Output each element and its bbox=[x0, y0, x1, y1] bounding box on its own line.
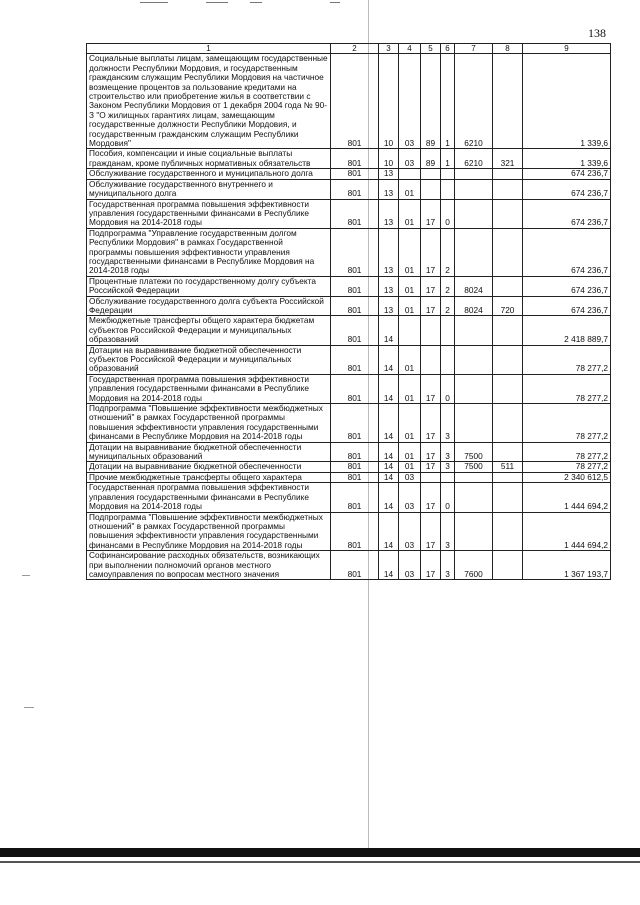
cell-c3: 14 bbox=[379, 483, 399, 512]
cell-c2: 801 bbox=[331, 228, 379, 276]
cell-c7 bbox=[455, 316, 493, 345]
expense-name-cell: Процентные платежи по государственному долгу субъекта Российской Федерации bbox=[87, 276, 331, 296]
cell-c7: 8024 bbox=[455, 296, 493, 316]
cell-c8: 720 bbox=[493, 296, 523, 316]
cell-c2: 801 bbox=[331, 472, 379, 482]
cell-c5: 17 bbox=[421, 551, 441, 580]
cell-c7 bbox=[455, 512, 493, 551]
scan-artifact bbox=[206, 2, 228, 3]
column-header-1: 1 bbox=[87, 44, 331, 54]
cell-c5 bbox=[421, 472, 441, 482]
cell-c8 bbox=[493, 199, 523, 228]
cell-c6 bbox=[441, 169, 455, 179]
cell-c4 bbox=[399, 169, 421, 179]
cell-c3: 13 bbox=[379, 199, 399, 228]
cell-c3: 14 bbox=[379, 512, 399, 551]
cell-c5: 17 bbox=[421, 374, 441, 403]
cell-c2: 801 bbox=[331, 276, 379, 296]
column-header-2: 2 bbox=[331, 44, 379, 54]
cell-c9: 674 236,7 bbox=[523, 179, 611, 199]
expense-name-cell: Пособия, компенсации и иные социальные выплаты гражданам, кроме публичных нормативных обязательств bbox=[87, 149, 331, 169]
cell-c2: 801 bbox=[331, 512, 379, 551]
cell-c7 bbox=[455, 228, 493, 276]
cell-c2: 801 bbox=[331, 149, 379, 169]
expense-name-cell: Государственная программа повышения эффективности управления государственными финансами в Республике Мордовия на 2014-2018 годы bbox=[87, 199, 331, 228]
expense-name-cell: Дотации на выравнивание бюджетной обеспеченности bbox=[87, 462, 331, 472]
cell-c6: 3 bbox=[441, 442, 455, 462]
cell-c8 bbox=[493, 228, 523, 276]
cell-c2: 801 bbox=[331, 316, 379, 345]
cell-c9: 674 236,7 bbox=[523, 169, 611, 179]
cell-c9: 1 444 694,2 bbox=[523, 512, 611, 551]
cell-c3: 14 bbox=[379, 551, 399, 580]
table-row bbox=[87, 296, 611, 316]
table-row bbox=[87, 345, 611, 374]
cell-c8 bbox=[493, 316, 523, 345]
cell-c8 bbox=[493, 483, 523, 512]
cell-c3: 14 bbox=[379, 316, 399, 345]
cell-c5 bbox=[421, 169, 441, 179]
cell-c4: 03 bbox=[399, 551, 421, 580]
cell-c2: 801 bbox=[331, 169, 379, 179]
cell-c4: 03 bbox=[399, 483, 421, 512]
cell-c5: 89 bbox=[421, 54, 441, 149]
cell-c4: 01 bbox=[399, 199, 421, 228]
expense-name-cell: Подпрограмма "Повышение эффективности межбюджетных отношений" в рамках Государственной программы повышения эффективности управления государственными финансами в Республике Мордовия на 2014-2018 годы bbox=[87, 404, 331, 443]
cell-c4: 03 bbox=[399, 54, 421, 149]
cell-c8: 511 bbox=[493, 462, 523, 472]
cell-c7 bbox=[455, 199, 493, 228]
scan-artifact bbox=[140, 2, 168, 3]
cell-c6: 0 bbox=[441, 199, 455, 228]
cell-c8 bbox=[493, 551, 523, 580]
cell-c6: 3 bbox=[441, 462, 455, 472]
table-row bbox=[87, 404, 611, 443]
cell-c3: 10 bbox=[379, 149, 399, 169]
cell-c4: 03 bbox=[399, 472, 421, 482]
cell-c3: 14 bbox=[379, 442, 399, 462]
cell-c7 bbox=[455, 483, 493, 512]
cell-c3: 14 bbox=[379, 462, 399, 472]
cell-c2: 801 bbox=[331, 179, 379, 199]
cell-c6: 1 bbox=[441, 149, 455, 169]
cell-c9: 2 340 612,5 bbox=[523, 472, 611, 482]
cell-c8 bbox=[493, 404, 523, 443]
scan-artifact bbox=[330, 2, 340, 3]
cell-c7 bbox=[455, 179, 493, 199]
cell-c8 bbox=[493, 54, 523, 149]
expense-name-cell: Обслуживание государственного и муниципального долга bbox=[87, 169, 331, 179]
cell-c9: 78 277,2 bbox=[523, 374, 611, 403]
cell-c9: 78 277,2 bbox=[523, 404, 611, 443]
cell-c6: 2 bbox=[441, 296, 455, 316]
expense-name-cell: Обслуживание государственного внутреннего и муниципального долга bbox=[87, 179, 331, 199]
cell-c4: 03 bbox=[399, 149, 421, 169]
cell-c4: 01 bbox=[399, 404, 421, 443]
cell-c5: 89 bbox=[421, 149, 441, 169]
cell-c4: 01 bbox=[399, 462, 421, 472]
cell-c5 bbox=[421, 179, 441, 199]
cell-c3: 13 bbox=[379, 276, 399, 296]
column-header-3: 3 bbox=[379, 44, 399, 54]
cell-c5: 17 bbox=[421, 512, 441, 551]
table-row bbox=[87, 512, 611, 551]
cell-c6: 3 bbox=[441, 404, 455, 443]
cell-c2: 801 bbox=[331, 551, 379, 580]
cell-c5: 17 bbox=[421, 483, 441, 512]
column-header-9: 9 bbox=[523, 44, 611, 54]
page-number: 138 bbox=[588, 26, 606, 40]
table-row bbox=[87, 169, 611, 179]
cell-c4: 01 bbox=[399, 345, 421, 374]
cell-c6 bbox=[441, 179, 455, 199]
cell-c4: 01 bbox=[399, 374, 421, 403]
cell-c2: 801 bbox=[331, 296, 379, 316]
cell-c6: 1 bbox=[441, 54, 455, 149]
cell-c2: 801 bbox=[331, 199, 379, 228]
cell-c2: 801 bbox=[331, 483, 379, 512]
cell-c5: 17 bbox=[421, 404, 441, 443]
cell-c5: 17 bbox=[421, 199, 441, 228]
cell-c9: 674 236,7 bbox=[523, 199, 611, 228]
budget-table-container bbox=[86, 43, 610, 580]
cell-c8 bbox=[493, 345, 523, 374]
cell-c7: 6210 bbox=[455, 54, 493, 149]
cell-c3: 10 bbox=[379, 54, 399, 149]
cell-c5: 17 bbox=[421, 442, 441, 462]
scan-fold-line bbox=[368, 0, 369, 848]
expense-name-cell: Дотации на выравнивание бюджетной обеспеченности субъектов Российской Федерации и муниципальных образований bbox=[87, 345, 331, 374]
expense-name-cell: Государственная программа повышения эффективности управления государственными финансами в Республике Мордовия на 2014-2018 годы bbox=[87, 374, 331, 403]
cell-c2: 801 bbox=[331, 462, 379, 472]
table-row bbox=[87, 442, 611, 462]
cell-c2: 801 bbox=[331, 442, 379, 462]
cell-c8: 321 bbox=[493, 149, 523, 169]
cell-c5 bbox=[421, 345, 441, 374]
cell-c7 bbox=[455, 472, 493, 482]
cell-c3: 13 bbox=[379, 179, 399, 199]
scan-bottom-edge bbox=[0, 848, 640, 857]
cell-c5: 17 bbox=[421, 296, 441, 316]
cell-c9: 1 444 694,2 bbox=[523, 483, 611, 512]
cell-c3: 14 bbox=[379, 345, 399, 374]
cell-c4 bbox=[399, 316, 421, 345]
cell-c9: 674 236,7 bbox=[523, 276, 611, 296]
cell-c2: 801 bbox=[331, 345, 379, 374]
column-header-7: 7 bbox=[455, 44, 493, 54]
table-body bbox=[87, 54, 611, 580]
cell-c7 bbox=[455, 345, 493, 374]
cell-c7: 6210 bbox=[455, 149, 493, 169]
expense-name-cell: Подпрограмма "Управление государственным долгом Республики Мордовия" в рамках Государственной программы повышения эффективности управления государственными финансами в Республике Мордовия на 2014-2018 годы bbox=[87, 228, 331, 276]
cell-c8 bbox=[493, 374, 523, 403]
cell-c6: 3 bbox=[441, 512, 455, 551]
cell-c9: 1 367 193,7 bbox=[523, 551, 611, 580]
table-row bbox=[87, 462, 611, 472]
cell-c9: 78 277,2 bbox=[523, 345, 611, 374]
cell-c7: 7600 bbox=[455, 551, 493, 580]
table-row bbox=[87, 551, 611, 580]
cell-c8 bbox=[493, 512, 523, 551]
expense-name-cell: Дотации на выравнивание бюджетной обеспеченности муниципальных образований bbox=[87, 442, 331, 462]
cell-c3: 13 bbox=[379, 169, 399, 179]
margin-mark bbox=[24, 707, 34, 708]
cell-c8 bbox=[493, 276, 523, 296]
table-header-row bbox=[87, 44, 611, 54]
table-row bbox=[87, 276, 611, 296]
cell-c8 bbox=[493, 442, 523, 462]
expense-name-cell: Государственная программа повышения эффективности управления государственными финансами в Республике Мордовия на 2014-2018 годы bbox=[87, 483, 331, 512]
table-row bbox=[87, 228, 611, 276]
table-row bbox=[87, 374, 611, 403]
table-row bbox=[87, 199, 611, 228]
cell-c9: 674 236,7 bbox=[523, 228, 611, 276]
expense-name-cell: Прочие межбюджетные трансферты общего характера bbox=[87, 472, 331, 482]
expense-name-cell: Межбюджетные трансферты общего характера бюджетам субъектов Российской Федерации и муниципальных образований bbox=[87, 316, 331, 345]
expense-name-cell: Софинансирование расходных обязательств, возникающих при выполнении полномочий органов местного самоуправления по вопросам местного значения bbox=[87, 551, 331, 580]
column-header-6: 6 bbox=[441, 44, 455, 54]
cell-c9: 1 339,6 bbox=[523, 149, 611, 169]
margin-mark bbox=[22, 575, 30, 576]
cell-c9: 1 339,6 bbox=[523, 54, 611, 149]
cell-c3: 14 bbox=[379, 374, 399, 403]
table-row bbox=[87, 472, 611, 482]
cell-c6 bbox=[441, 345, 455, 374]
cell-c8 bbox=[493, 179, 523, 199]
cell-c3: 13 bbox=[379, 228, 399, 276]
cell-c9: 2 418 889,7 bbox=[523, 316, 611, 345]
cell-c9: 674 236,7 bbox=[523, 296, 611, 316]
scan-bottom-edge-shadow bbox=[0, 861, 640, 863]
cell-c9: 78 277,2 bbox=[523, 442, 611, 462]
cell-c9: 78 277,2 bbox=[523, 462, 611, 472]
expense-name-cell: Социальные выплаты лицам, замещающим государственные должности Республики Мордовия, и государственным гражданским служащим Республики Мордовия на частичное возмещение процентов за пользование кредитами на строительство или приобретение жилья в соответствии с Законом Республики Мордовия от 1 декабря 2004 года № 90-З "О жилищных гарантиях лицам, замещающим государственные должности Республики Мордовия, и государственным гражданским служащим Республики Мордовия" bbox=[87, 54, 331, 149]
cell-c7 bbox=[455, 169, 493, 179]
cell-c4: 01 bbox=[399, 179, 421, 199]
cell-c5: 17 bbox=[421, 462, 441, 472]
cell-c3: 14 bbox=[379, 404, 399, 443]
cell-c4: 01 bbox=[399, 228, 421, 276]
cell-c4: 01 bbox=[399, 296, 421, 316]
expense-name-cell: Обслуживание государственного долга субъекта Российской Федерации bbox=[87, 296, 331, 316]
cell-c2: 801 bbox=[331, 404, 379, 443]
cell-c6: 0 bbox=[441, 483, 455, 512]
table-row bbox=[87, 483, 611, 512]
cell-c7: 7500 bbox=[455, 462, 493, 472]
cell-c5 bbox=[421, 316, 441, 345]
table-row bbox=[87, 316, 611, 345]
cell-c7: 7500 bbox=[455, 442, 493, 462]
cell-c3: 14 bbox=[379, 472, 399, 482]
cell-c4: 01 bbox=[399, 442, 421, 462]
cell-c2: 801 bbox=[331, 374, 379, 403]
column-header-5: 5 bbox=[421, 44, 441, 54]
cell-c8 bbox=[493, 169, 523, 179]
cell-c8 bbox=[493, 472, 523, 482]
cell-c6 bbox=[441, 316, 455, 345]
column-header-4: 4 bbox=[399, 44, 421, 54]
cell-c6 bbox=[441, 472, 455, 482]
cell-c5: 17 bbox=[421, 276, 441, 296]
cell-c6: 3 bbox=[441, 551, 455, 580]
cell-c4: 01 bbox=[399, 276, 421, 296]
table-row bbox=[87, 179, 611, 199]
table-row bbox=[87, 54, 611, 149]
scan-artifact bbox=[250, 2, 262, 3]
column-header-8: 8 bbox=[493, 44, 523, 54]
cell-c6: 2 bbox=[441, 276, 455, 296]
cell-c3: 13 bbox=[379, 296, 399, 316]
cell-c5: 17 bbox=[421, 228, 441, 276]
budget-table bbox=[86, 43, 611, 580]
cell-c7 bbox=[455, 374, 493, 403]
table-row bbox=[87, 149, 611, 169]
expense-name-cell: Подпрограмма "Повышение эффективности межбюджетных отношений" в рамках Государственной программы повышения эффективности управления государственными финансами в Республике Мордовия на 2014-2018 годы bbox=[87, 512, 331, 551]
cell-c6: 0 bbox=[441, 374, 455, 403]
cell-c4: 03 bbox=[399, 512, 421, 551]
cell-c7 bbox=[455, 404, 493, 443]
cell-c2: 801 bbox=[331, 54, 379, 149]
cell-c7: 8024 bbox=[455, 276, 493, 296]
cell-c6: 2 bbox=[441, 228, 455, 276]
